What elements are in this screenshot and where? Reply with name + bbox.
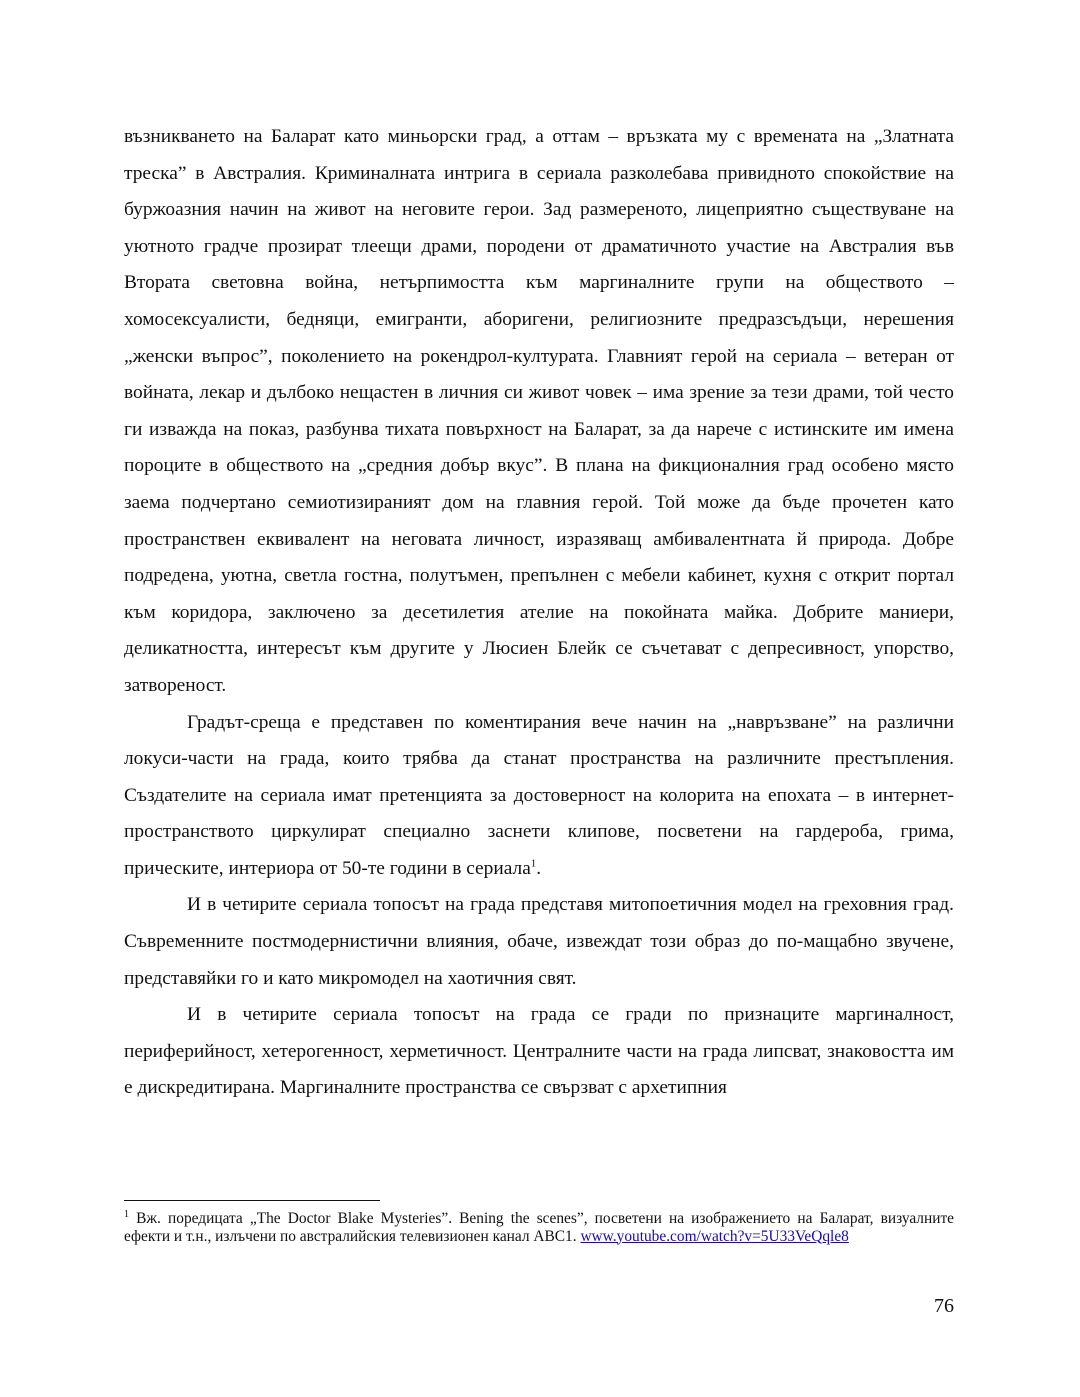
paragraph-2-end: . — [536, 857, 542, 879]
body-text — [124, 119, 954, 1107]
paragraph-3-text: И в четирите сериала топосът на града представя митопоетичния модел на греховния град. Съвременните постмодернистични влияния, обаче, извеждат този образ до по-мащабно звучене, представяйки го и като микромодел на хаотичния свят. — [124, 894, 954, 989]
footnote-reference[interactable]: 1 — [530, 857, 537, 870]
footnote-paragraph — [124, 1210, 954, 1245]
paragraph-3 — [124, 887, 954, 997]
paragraph-2 — [124, 705, 954, 888]
footnote-link[interactable]: www.youtube.com/watch?v=5U33VeQqle8 — [580, 1227, 849, 1245]
footnote — [124, 1210, 954, 1245]
footnote-separator — [124, 1200, 380, 1201]
paragraph-1 — [124, 119, 954, 705]
paragraph-2-text: Градът-среща е представен по коментирания вече начин на „навръзване” на различни локуси-части на града, които трябва да станат пространства на различните престъпления. Създателите на сериала имат претенцията за достоверност на колорита на епохата – в интернет-пространството циркулират специално заснети клипове, посветени на гардероба, грима, прическите, интериора от 50-те години в сериала — [124, 711, 954, 879]
page-number: 76 — [934, 1295, 954, 1317]
footnote-number: 1 — [124, 1208, 129, 1220]
paragraph-1-text: възникването на Баларат като миньорски град, а оттам – връзката му с времената на „Златната треска” в Австралия. Криминалната интрига в сериала разколебава привидното спокойствие на буржоазния начин на живот на неговите герои. Зад размереното, лицеприятно съществуване на уютното градче прозират тлеещи драми, породени от драматичното участие на Австралия във Втората световна война, нетърпимостта към маргиналните групи на обществото – хомосексуалисти, бедняци, емигранти, аборигени, религиозните предразсъдъци, нерешения „женски въпрос”, поколението на рокендрол-културата. Главният герой на сериала – ветеран от войната, лекар и дълбоко нещастен в личния си живот човек – има зрение за тези драми, той често ги изважда на показ, разбунва тихата повърхност на Баларат, за да нарече с истинските им имена пороците в обществото на „средния добър вкус”. В плана на фикционалния град особено място заема подчертано семиотизираният дом на главния герой. Той може да бъде прочетен като пространствен еквивалент на неговата личност, изразяващ амбивалентната й природа. Добре подредена, уютна, светла гостна, полутъмен, препълнен с мебели кабинет, кухня с открит портал към коридора, заключено за десетилетия ателие на покойната майка. Добрите маниери, деликатността, интересът към другите у Люсиен Блейк се съчетават с депресивност, упорство, затвореност. — [124, 126, 954, 696]
paragraph-4 — [124, 997, 954, 1107]
paragraph-4-text: И в четирите сериала топосът на града се гради по признаците маргиналност, периферийност, хетерогенност, херметичност. Централните части на града липсват, знаковостта им е дискредитирана. Маргиналните пространства се свързват с архетипния — [124, 1004, 954, 1099]
footnote-text: Вж. поредицата „The Doctor Blake Mysteries”. Bening the scenes”, посветени на изображението на Баларат, визуалните ефекти и т.н., излъчени по австралийския телевизионен канал ABC1. — [124, 1210, 954, 1245]
